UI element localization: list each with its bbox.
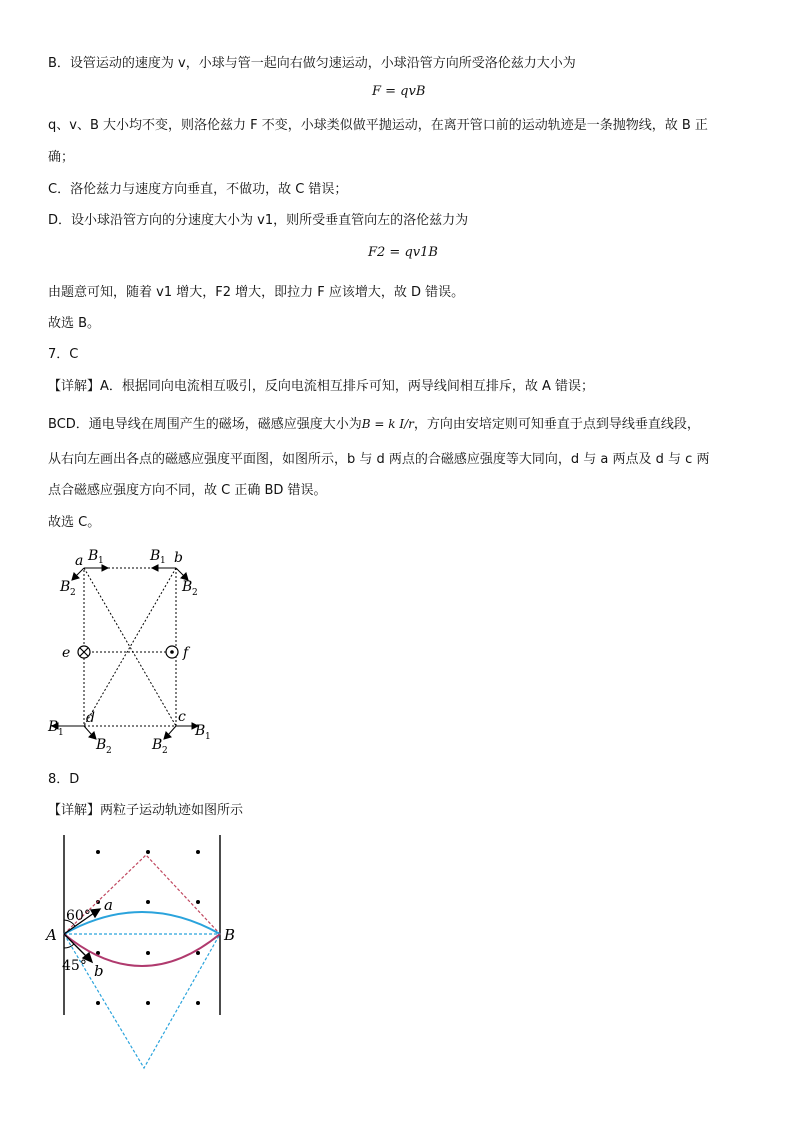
- a-B1-label: B: [88, 548, 99, 564]
- q7-line2: 从右向左画出各点的磁感应强度平面图，如图所示，b 与 d 两点的合磁感应强度等大同向，d 与 a 两点及 d 与 c 两: [48, 452, 710, 467]
- point-a-label: a: [75, 553, 84, 569]
- angle-60-label: 60°: [66, 908, 91, 924]
- c-B1-label: B: [195, 723, 206, 739]
- q7-answer: 故选 C。: [48, 515, 101, 530]
- q8-number: 8．D: [48, 772, 80, 787]
- current-into-page-icon: [78, 646, 90, 658]
- c-B2-sub: 2: [162, 746, 168, 755]
- point-f-label: f: [183, 645, 189, 661]
- q6-text-correct: 确；: [48, 150, 75, 165]
- a-B1-sub: 1: [98, 556, 104, 566]
- q7-detail-a: 【详解】A．根据同向电流相互吸引，反向电流相互排斥可知，两导线间相互排斥，故 A 错误；: [48, 379, 595, 394]
- d-B1-sub: 1: [58, 728, 64, 738]
- d-B2-sub: 2: [106, 746, 112, 755]
- b-B1-sub: 1: [160, 556, 166, 566]
- b-B2-sub: 2: [192, 588, 198, 598]
- point-d-label: d: [86, 710, 95, 726]
- particle-a-label: a: [104, 896, 113, 914]
- particle-b-label: b: [94, 962, 104, 980]
- angle-45-label: 45°: [62, 958, 87, 974]
- q8-trajectory-diagram: [44, 830, 244, 1080]
- a-B2-label: B: [60, 579, 71, 595]
- q7-detail-bcd: [48, 414, 700, 435]
- point-b-label: b: [174, 550, 183, 566]
- a-B2-sub: 2: [70, 588, 76, 598]
- q7-formula: B = k I/r: [361, 417, 414, 431]
- q6-option-d: D．设小球沿管方向的分速度大小为 v1，则所受垂直管向左的洛伦兹力为: [48, 213, 469, 228]
- c-B1-sub: 1: [205, 732, 211, 742]
- point-A-label: A: [46, 926, 57, 944]
- point-B-label: B: [224, 926, 236, 944]
- d-B1-label: B: [48, 719, 59, 735]
- b-B1-label: B: [150, 548, 161, 564]
- q6-equation-1: F = qvB: [372, 84, 426, 99]
- point-e-label: e: [62, 645, 71, 661]
- q8-detail: 【详解】两粒子运动轨迹如图所示: [48, 803, 244, 818]
- q6-option-d-cont: 由题意可知，随着 v1 增大，F2 增大，即拉力 F 应该增大，故 D 错误。: [48, 285, 465, 300]
- point-c-label: c: [178, 709, 186, 725]
- q7-detail-bcd-part1: BCD．通电导线在周围产生的磁场，磁感应强度大小为: [48, 417, 362, 432]
- q6-option-b: B．设管运动的速度为 v，小球与管一起向右做匀速运动，小球沿管方向所受洛伦兹力大小为: [48, 56, 576, 71]
- c-B2-label: B: [152, 737, 163, 753]
- q6-option-c: C．洛伦兹力与速度方向垂直，不做功，故 C 错误；: [48, 182, 348, 197]
- q7-detail-bcd-part2: ，方向由安培定则可知垂直于点到导线垂直线段，: [413, 417, 700, 432]
- b-B2-label: B: [182, 579, 193, 595]
- q6-equation-2: F2 = qv1B: [368, 245, 438, 260]
- current-out-of-page-icon: [166, 646, 178, 658]
- q6-answer: 故选 B。: [48, 316, 101, 331]
- q7-line3: 点合磁感应强度方向不同，故 C 正确 BD 错误。: [48, 483, 327, 498]
- q6-text-qvB: q、v、B 大小均不变，则洛伦兹力 F 不变，小球类似做平抛运动，在离开管口前的运动轨迹是一条抛物线，故 B 正: [48, 118, 708, 133]
- d-B2-label: B: [96, 737, 107, 753]
- q7-number: 7．C: [48, 347, 79, 362]
- q7-field-diagram: [40, 545, 220, 755]
